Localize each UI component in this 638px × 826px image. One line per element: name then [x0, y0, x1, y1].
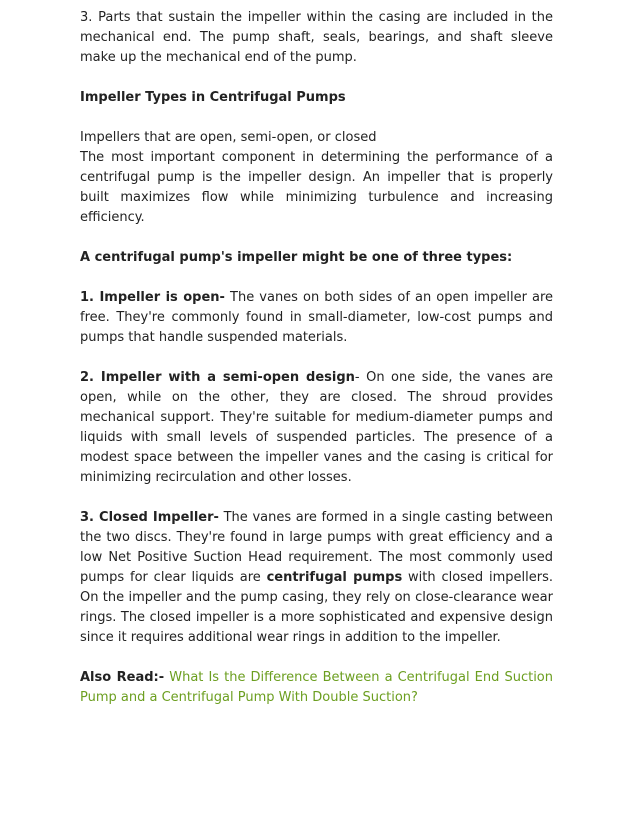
also-read-link[interactable]: What Is the Difference Between a Centrifugal End Suction Pump and a Centrifugal Pump With Double Suction?	[80, 670, 553, 705]
paragraph-also-read	[80, 668, 553, 708]
open-impeller-text: The vanes on both sides of an open impeller are free. They're commonly found in small-diameter, low-cost pumps and pumps that handle suspended materials.	[80, 290, 554, 345]
paragraph-impeller-design: The most important component in determining the performance of a centrifugal pump is the impeller design. An impeller that is properly built maximizes flow while minimizing turbulence and increasing efficiency.	[80, 150, 553, 225]
paragraph-impeller-kinds: Impellers that are open, semi-open, or closed	[80, 130, 377, 145]
semi-open-impeller-title: 2. Impeller with a semi-open design	[80, 370, 355, 385]
closed-impeller-title: 3. Closed Impeller-	[80, 510, 219, 525]
open-impeller-title: 1. Impeller is open-	[80, 290, 225, 305]
semi-open-impeller-text: - On one side, the vanes are open, while on the other, they are closed. The shroud provides mechanical support. They're suitable for medium-diameter pumps and liquids with small levels of suspended particles. The presence of a modest space between the impeller vanes and the casing is critical for minimizing recirculation and other losses.	[80, 370, 553, 485]
subheading-three-types: A centrifugal pump's impeller might be one of three types:	[80, 250, 513, 265]
closed-impeller-text-1: The vanes are formed in a single casting between the two discs. They're found in large pumps with great efficiency and a low Net Positive Suction Head requirement. The most commonly used pumps for clear liquids are	[80, 510, 553, 585]
also-read-label: Also Read:-	[80, 670, 165, 685]
centrifugal-pumps-bold: centrifugal pumps	[266, 570, 403, 585]
paragraph-closed-impeller	[80, 508, 553, 648]
paragraph-mechanical-end: 3. Parts that sustain the impeller within the casing are included in the mechanical end. The pump shaft, seals, bearings, and shaft sleeve make up the mechanical end of the pump.	[80, 10, 553, 65]
document-page	[80, 8, 553, 728]
section-heading-impeller-types: Impeller Types in Centrifugal Pumps	[80, 90, 346, 105]
paragraph-open-impeller	[80, 288, 553, 348]
paragraph-semi-open-impeller	[80, 368, 553, 488]
closed-impeller-text-2: with closed impellers. On the impeller and the pump casing, they rely on close-clearance wear rings. The closed impeller is a more sophisticated and expensive design since it requires additional wear rings in addition to the impeller.	[80, 570, 553, 645]
